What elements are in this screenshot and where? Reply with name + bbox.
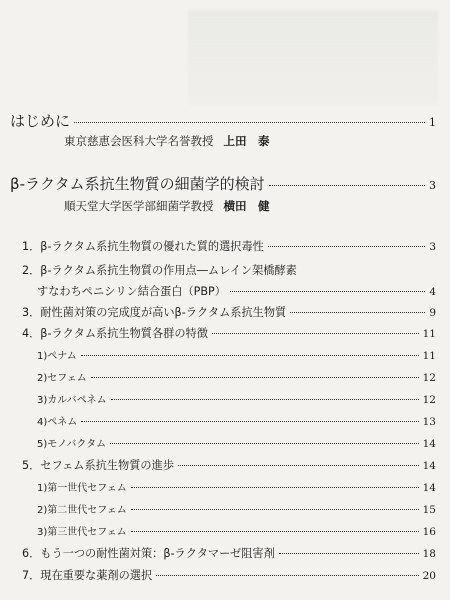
toc-heading-bacteriology[interactable] (10, 173, 436, 194)
bacteriology-author (64, 198, 270, 214)
toc-entry[interactable] (22, 567, 436, 583)
entry-title: 3．耐性菌対策の完成度が高いβ-ラクタム系抗生物質 (22, 306, 287, 319)
dot-leader (156, 575, 418, 576)
dot-leader (131, 509, 419, 510)
entry-title: 5．セフェム系抗生物質の進歩 (22, 459, 174, 472)
toc-subentry[interactable] (37, 523, 436, 538)
dot-leader (81, 421, 418, 422)
toc-entry[interactable] (22, 262, 436, 278)
toc-subentry[interactable] (37, 369, 436, 384)
toc-entry[interactable] (22, 325, 436, 341)
toc-heading-preface[interactable] (10, 110, 436, 131)
author-affiliation: 順天堂大学医学部細菌学教授 (64, 199, 214, 213)
dot-leader (74, 122, 425, 123)
toc-subentry[interactable] (37, 347, 436, 362)
page-number: 20 (422, 570, 436, 582)
dot-leader (268, 246, 425, 247)
dot-leader (131, 531, 419, 532)
page-number: 3 (429, 179, 436, 192)
toc-subentry[interactable] (37, 501, 436, 516)
entry-title: 1)第一世代セフェム (37, 483, 127, 494)
page-number: 12 (422, 394, 436, 406)
heading-title: β-ラクタム系抗生物質の細菌学的検討 (10, 175, 265, 193)
entry-title: 4)ペネム (37, 417, 78, 428)
page-number: 14 (422, 482, 436, 494)
entry-title: 6．もう一つの耐性菌対策：β-ラクタマーゼ阻害剤 (22, 547, 275, 560)
entry-title: 3)カルバペネム (37, 395, 107, 406)
page-number: 18 (422, 548, 436, 560)
entry-title: すなわちペニシリン結合蛋白（PBP） (37, 285, 226, 298)
dot-leader (178, 465, 419, 466)
page-number: 12 (422, 372, 436, 384)
dot-leader (269, 185, 425, 186)
entry-title: 3)第三世代セフェム (37, 527, 127, 538)
toc-entry[interactable] (22, 457, 436, 473)
page-number: 11 (422, 328, 436, 340)
entry-title: 4．β-ラクタム系抗生物質各群の特徴 (22, 327, 208, 340)
page-number: 4 (429, 286, 436, 298)
entry-title: 1)ペナム (37, 351, 77, 362)
entry-title: 1．β-ラクタム系抗生物質の優れた質的選択毒性 (22, 240, 264, 253)
toc-entry[interactable] (22, 545, 436, 561)
dot-leader (111, 399, 419, 400)
author-name: 横田 健 (223, 199, 270, 213)
toc-subentry[interactable] (37, 479, 436, 494)
entry-title: 7．現在重要な薬剤の選択 (22, 569, 153, 582)
dot-leader (212, 333, 419, 334)
entry-title: 2)セフェム (37, 373, 87, 384)
dot-leader (131, 487, 419, 488)
dot-leader (230, 291, 425, 292)
dot-leader (110, 443, 418, 444)
toc-subentry[interactable] (37, 391, 436, 406)
dot-leader (290, 312, 425, 313)
dot-leader (279, 553, 419, 554)
heading-title: はじめに (10, 112, 71, 130)
page-number: 14 (422, 438, 436, 450)
dot-leader (81, 355, 419, 356)
page-number: 1 (429, 116, 436, 129)
toc-entry[interactable] (22, 304, 436, 320)
dot-leader (91, 377, 419, 378)
entry-title: 5)モノバクタム (37, 439, 107, 450)
page-number: 13 (422, 416, 436, 428)
toc-subentry[interactable] (37, 413, 436, 428)
preface-author (64, 133, 270, 149)
page-number: 16 (422, 526, 436, 538)
toc-entry[interactable] (22, 238, 436, 254)
page-number: 3 (429, 241, 436, 253)
toc-subentry[interactable] (37, 435, 436, 450)
entry-title: 2)第二世代セフェム (37, 505, 127, 516)
page-number: 9 (429, 307, 436, 319)
author-name: 上田 泰 (223, 134, 270, 148)
author-affiliation: 東京慈恵会医科大学名誉教授 (64, 134, 214, 148)
toc-entry-continued[interactable] (37, 283, 436, 299)
page-number: 11 (422, 350, 436, 362)
page-number: 14 (422, 460, 436, 472)
page-number: 15 (422, 504, 436, 516)
entry-title: 2．β-ラクタム系抗生物質の作用点―ムレイン架橋酵素 (22, 264, 297, 277)
